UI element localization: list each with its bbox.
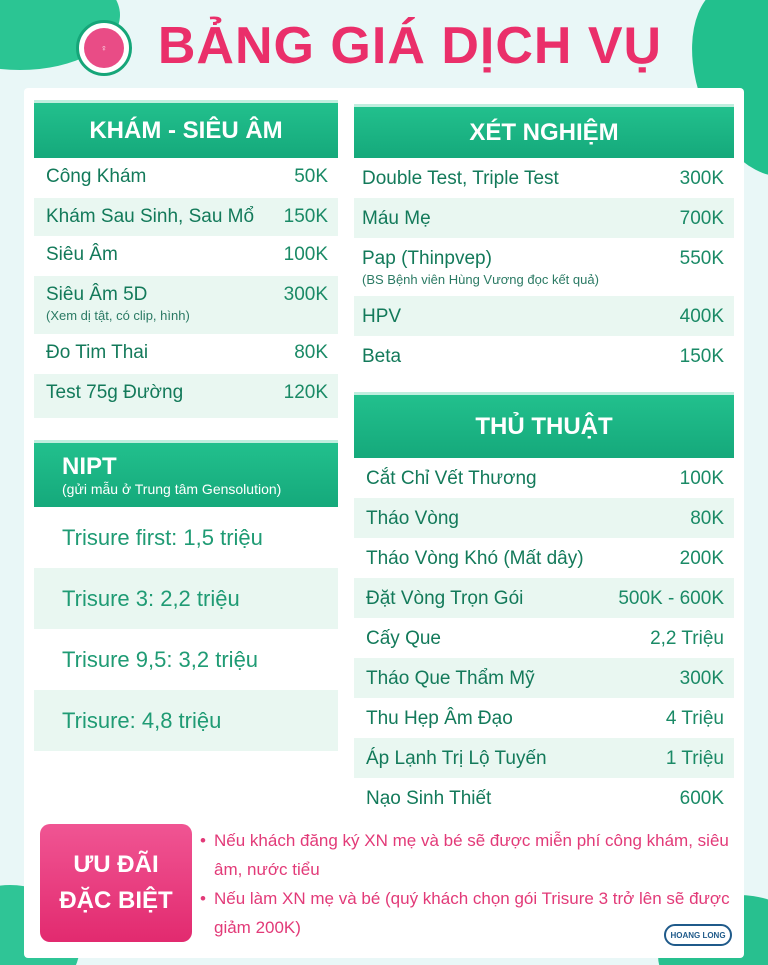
kham-sieu-am-list (34, 158, 338, 418)
item-info (366, 548, 584, 570)
price-row (354, 538, 734, 578)
price-row (354, 698, 734, 738)
price-row (34, 236, 338, 276)
item-info (366, 588, 523, 610)
nipt-subheading: (gửi mẫu ở Trung tâm Gensolution) (62, 481, 282, 497)
item-info (362, 306, 401, 328)
service-name: Beta (362, 346, 402, 367)
service-name: Pap (Thinpvep) (362, 248, 492, 269)
logo-icon: ♀ (84, 28, 124, 68)
price-row (34, 276, 338, 334)
item-info (46, 342, 148, 364)
promo-list (200, 826, 740, 942)
price-row (34, 158, 338, 198)
xet-nghiem-heading: XÉT NGHIỆM (354, 104, 734, 158)
clinic-logo (76, 20, 132, 76)
xet-nghiem-section (354, 104, 734, 378)
thu-thuat-section (354, 392, 734, 818)
service-price: 120K (283, 382, 328, 403)
nipt-list (34, 507, 338, 751)
price-row (354, 158, 734, 198)
service-name: HPV (362, 306, 402, 327)
item-info (366, 508, 459, 530)
service-price: 100K (679, 468, 724, 489)
item-info (366, 628, 441, 650)
item-info (366, 788, 491, 810)
item-info (362, 208, 431, 230)
service-name: Siêu Âm (46, 244, 118, 265)
service-name: Công Khám (46, 166, 147, 187)
service-name: Tháo Que Thẩm Mỹ (366, 668, 535, 689)
service-price: 700K (679, 208, 724, 229)
item-info (366, 748, 547, 770)
service-name: Tháo Vòng (366, 508, 459, 529)
service-price: 50K (294, 166, 328, 187)
service-name: Máu Mẹ (362, 208, 431, 229)
xet-nghiem-list (354, 158, 734, 378)
service-price: 400K (679, 306, 724, 327)
nipt-item: Trisure 9,5: 3,2 triệu (62, 646, 259, 672)
designer-badge: HOANG LONG (664, 924, 732, 946)
price-row (354, 738, 734, 778)
price-row (34, 374, 338, 418)
item-info (46, 166, 146, 188)
promo-item: • Nếu làm XN mẹ và bé (quý khách chọn gói Trisure 3 trở lên sẽ được giảm 200K) (200, 884, 740, 942)
service-name: Nạo Sinh Thiết (366, 788, 492, 809)
promo-badge (40, 824, 192, 942)
price-row (354, 618, 734, 658)
kham-sieu-am-section (34, 100, 338, 418)
service-name: Đo Tim Thai (46, 342, 149, 363)
item-info (46, 382, 183, 404)
price-row (354, 238, 734, 296)
price-row (354, 578, 734, 618)
thu-thuat-heading: THỦ THUẬT (354, 392, 734, 458)
service-note: (Xem dị tật, có clip, hình) (46, 308, 190, 323)
item-info (366, 668, 535, 690)
nipt-item: Trisure first: 1,5 triệu (62, 524, 263, 550)
item-info (46, 284, 190, 323)
price-row (354, 498, 734, 538)
service-price: 600K (679, 788, 724, 809)
price-row (354, 458, 734, 498)
service-name: Test 75g Đường (46, 382, 184, 403)
service-name: Đặt Vòng Trọn Gói (366, 588, 524, 609)
service-price: 550K (679, 248, 724, 269)
item-info (362, 168, 559, 190)
price-row (34, 198, 338, 236)
nipt-heading: NIPT (62, 453, 117, 480)
item-info (46, 244, 118, 266)
item-info (362, 346, 401, 368)
service-name: Khám Sau Sinh, Sau Mổ (46, 206, 255, 227)
price-row (354, 778, 734, 818)
price-row (354, 658, 734, 698)
nipt-section (34, 440, 338, 751)
price-row (354, 336, 734, 378)
service-price: 500K - 600K (618, 588, 724, 609)
item-info (366, 468, 537, 490)
service-name: Siêu Âm 5D (46, 284, 148, 305)
service-price: 2,2 Triệu (650, 628, 724, 649)
service-name: Áp Lạnh Trị Lộ Tuyến (366, 748, 547, 769)
service-name: Cắt Chỉ Vết Thương (366, 468, 537, 489)
service-name: Double Test, Triple Test (362, 168, 559, 189)
header (0, 0, 768, 90)
service-price: 150K (679, 346, 724, 367)
service-price: 80K (690, 508, 724, 529)
nipt-item: Trisure 3: 2,2 triệu (34, 568, 338, 629)
service-note: (BS Bệnh viên Hùng Vương đọc kết quả) (362, 272, 599, 287)
service-price: 4 Triệu (665, 708, 724, 729)
item-info (46, 206, 254, 228)
item-info (366, 708, 513, 730)
service-price: 300K (283, 284, 328, 305)
service-name: Thu Hẹp Âm Đạo (366, 708, 513, 729)
service-price: 100K (283, 244, 328, 265)
service-price: 150K (283, 206, 328, 227)
price-row (354, 296, 734, 336)
price-row (354, 198, 734, 238)
promo-item: • Nếu khách đăng ký XN mẹ và bé sẽ được miễn phí công khám, siêu âm, nước tiểu (200, 826, 740, 884)
nipt-item: Trisure: 4,8 triệu (34, 690, 338, 751)
price-row (34, 334, 338, 374)
service-name: Tháo Vòng Khó (Mất dây) (366, 548, 584, 569)
nipt-heading-block (34, 440, 338, 507)
thu-thuat-list (354, 458, 734, 818)
kham-sieu-am-heading: KHÁM - SIÊU ÂM (34, 100, 338, 158)
promo-label-line2: ĐẶC BIỆT (59, 887, 173, 914)
service-price: 300K (679, 668, 724, 689)
service-price: 80K (294, 342, 328, 363)
service-price: 200K (679, 548, 724, 569)
promo-label-line1: ƯU ĐÃI (73, 851, 159, 878)
service-price: 1 Triệu (665, 748, 724, 769)
page-title: BẢNG GIÁ DỊCH VỤ (157, 17, 663, 75)
item-info (362, 248, 599, 287)
service-price: 300K (679, 168, 724, 189)
service-name: Cấy Que (366, 628, 441, 649)
